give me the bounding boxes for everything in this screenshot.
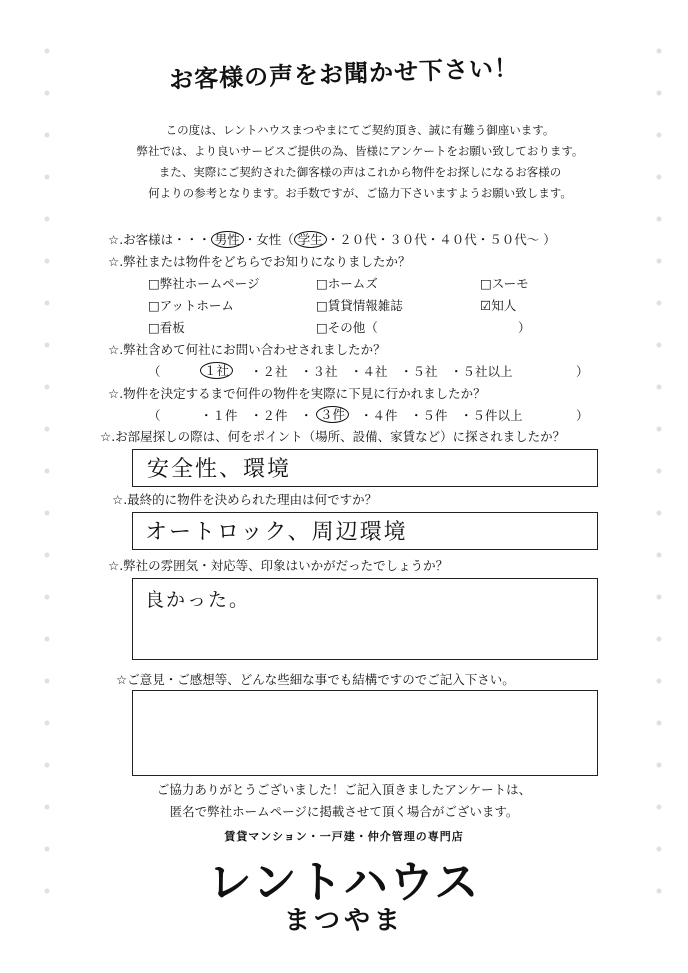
viewings-options-after[interactable]: ・４件 ・５件 ・５件以上 [360,408,523,423]
inquiries-open: （ [148,364,161,379]
question-points: ☆.お部屋探しの際は、何をポイント（場所、設備、家賃など）に探されましたか？ [100,429,566,444]
answer-points-box[interactable] [132,449,598,487]
company-tagline: 賃貸マンション・一戸建・仲介管理の専門店 [224,830,464,843]
option-student-selected[interactable]: 学生 [294,231,327,248]
company-logo-sub: まつやま [283,906,404,936]
intro-line: 弊社では、より良いサービスご提供の為、皆様にアンケートをお願い致しております。 [136,144,584,158]
viewings-3-selected[interactable]: ３件 [316,405,349,423]
answer-impression-text: 良かった。 [145,589,251,611]
inquiries-close: ） [576,364,589,379]
footer-thanks: ご協力ありがとうございました！ご記入頂きましたアンケートは、 [156,782,532,797]
option-other-close: ） [518,320,531,335]
answer-impression-box[interactable] [132,578,598,660]
option-ages[interactable]: ・２０代・３０代・４０代・５０代～ ） [326,232,556,247]
option-signboard[interactable]: □看板 [148,320,185,335]
question-viewings: ☆.物件を決定するまで何件の物件を実際に下見に行かれましたか？ [108,386,486,401]
question-gender [108,230,556,248]
option-suumo[interactable]: □スーモ [480,276,529,291]
answer-reason-text: オートロック、周辺環境 [145,520,408,545]
option-female[interactable]: ・女性（ [243,232,294,247]
answer-reason-box[interactable] [132,512,598,550]
option-company-homepage[interactable]: □弊社ホームページ [148,276,260,291]
viewings-close: ） [576,408,589,423]
intro-text [80,120,640,204]
option-homes[interactable]: □ホームズ [316,276,378,291]
intro-line: 何よりの参考となります。お手数ですが、ご協力下さいますようお願い致します。 [148,186,572,200]
footer-notice: 匿名で弊社ホームページに掲載させて頂く場合がございます。 [169,804,519,819]
option-male-selected[interactable]: 男性 [211,231,244,248]
question-comments: ☆ご意見・ご感想等、どんな些細な事でも結構ですのでご記入下さい。 [116,672,515,687]
question-inquiries: ☆.弊社含めて何社にお問い合わせされましたか？ [108,342,386,357]
inquiries-options[interactable]: ・２社 ・３社 ・４社 ・５社 ・５社以上 [250,364,513,379]
intro-line: また、実際にご契約された御客様の声はこれから物件をお探しになるお客様の [158,165,562,179]
answer-comments-box[interactable] [132,690,598,776]
question-label: ☆.お客様は・・・ [108,232,211,247]
option-other[interactable]: □その他（ [316,320,378,335]
question-reason: ☆.最終的に物件を決められた理由は何ですか？ [112,492,378,507]
inquiries-1-selected[interactable]: １社 [200,361,233,379]
question-impression: ☆.弊社の雰囲気・対応等、印象はいかがだったでしょうか？ [108,558,449,573]
answer-points-text: 安全性、環境 [147,457,292,482]
page-title: お客様の声をお聞かせ下さい！ [168,53,520,95]
company-logo: レントハウス [207,857,481,908]
option-acquaintance-checked[interactable]: ☑知人 [480,298,517,313]
question-source: ☆.弊社または物件をどちらでお知りになりましたか？ [108,254,411,269]
viewings-open: （ [148,408,161,423]
viewings-options-before[interactable]: ・１件 ・２件 ・ [200,408,313,423]
intro-line: この度は、レントハウスまつやまにてご契約頂き、誠に有難う御座います。 [165,123,555,137]
option-rental-magazine[interactable]: □賃貸情報雑誌 [316,298,403,313]
option-athome[interactable]: □アットホーム [148,298,234,313]
